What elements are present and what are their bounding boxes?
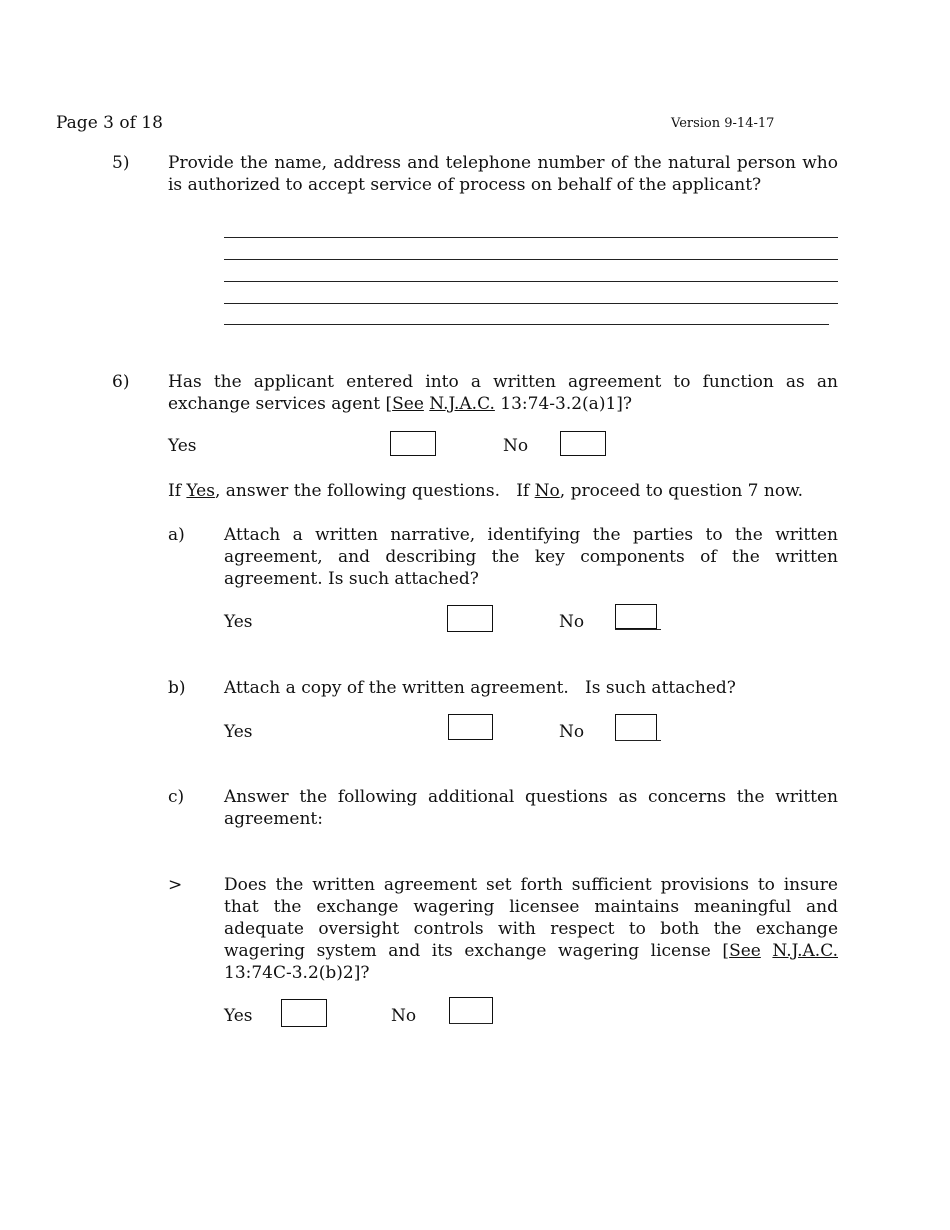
q6-if-c: , proceed to question 7 now.: [559, 481, 804, 501]
qa-yes-label: Yes: [224, 612, 253, 632]
version-label: Version 9-14-17: [671, 116, 775, 131]
q6-see: See: [392, 394, 424, 414]
qd-no-checkbox[interactable]: [449, 997, 493, 1024]
q5-number: 5): [112, 153, 130, 173]
qd-see: See: [729, 941, 761, 961]
q6-if-no: No: [534, 481, 560, 501]
qb-marker: b): [168, 678, 186, 698]
qd-text: [224, 874, 838, 984]
answer-line[interactable]: [224, 303, 838, 304]
qd-marker: >: [168, 875, 183, 895]
answer-line[interactable]: [224, 324, 829, 325]
qb-yes-label: Yes: [224, 722, 253, 742]
qa-yes-checkbox[interactable]: [447, 605, 493, 632]
qd-text-a: Does the written agreement set forth sufficient provisions to insure that the exchange wagering licensee maintains meaningful and adequate oversight controls with respect to both the exchange wagering system and its exchange wagering license [: [224, 875, 838, 961]
q6-yes-checkbox[interactable]: [390, 431, 436, 456]
q6-yes-label: Yes: [168, 436, 197, 456]
qa-text: Attach a written narrative, identifying the parties to the written agreement, and describing the key components of the written agreement. Is such attached?: [224, 525, 838, 589]
page-number: Page 3 of 18: [56, 113, 163, 133]
qb-yes-checkbox[interactable]: [448, 714, 493, 740]
q6-no-label: No: [503, 436, 529, 456]
qd-text-b: 13:74C-3.2(b)2]?: [224, 963, 370, 983]
qb-no-underline: [615, 740, 661, 741]
qd-njac: N.J.A.C.: [772, 941, 838, 961]
q6-number: 6): [112, 372, 130, 392]
qa-no-underline: [615, 629, 661, 630]
q6-njac: N.J.A.C.: [429, 394, 495, 414]
answer-line[interactable]: [224, 237, 838, 238]
answer-line[interactable]: [224, 259, 838, 260]
q6-text-a: Has the applicant entered into a written agreement to function as an exchange services agent [: [168, 372, 838, 414]
qb-no-label: No: [559, 722, 585, 742]
qb-text: Attach a copy of the written agreement. Is such attached?: [224, 678, 736, 698]
qd-no-underline: [449, 1023, 493, 1024]
qc-marker: c): [168, 787, 185, 807]
qd-yes-label: Yes: [224, 1006, 253, 1026]
qd-no-label: No: [391, 1006, 417, 1026]
q6-if-a: If: [168, 481, 187, 501]
q6-no-checkbox[interactable]: [560, 431, 606, 456]
qc-text: Answer the following additional questions as concerns the written agreement:: [224, 787, 838, 829]
qd-yes-checkbox[interactable]: [281, 999, 327, 1027]
q6-if-b: , answer the following questions. If: [214, 481, 535, 501]
q5-text: Provide the name, address and telephone number of the natural person who is authorized to accept service of process on behalf of the applicant?: [168, 153, 838, 195]
q6-if-yes: Yes: [186, 481, 215, 501]
q6-text-b: 13:74-3.2(a)1]?: [494, 394, 633, 414]
q6-text: [168, 371, 838, 415]
qb-no-checkbox[interactable]: [615, 714, 657, 741]
qa-no-label: No: [559, 612, 585, 632]
answer-line[interactable]: [224, 281, 838, 282]
qa-no-checkbox[interactable]: [615, 604, 657, 629]
q6-instruction: [168, 481, 803, 501]
qa-marker: a): [168, 525, 185, 545]
